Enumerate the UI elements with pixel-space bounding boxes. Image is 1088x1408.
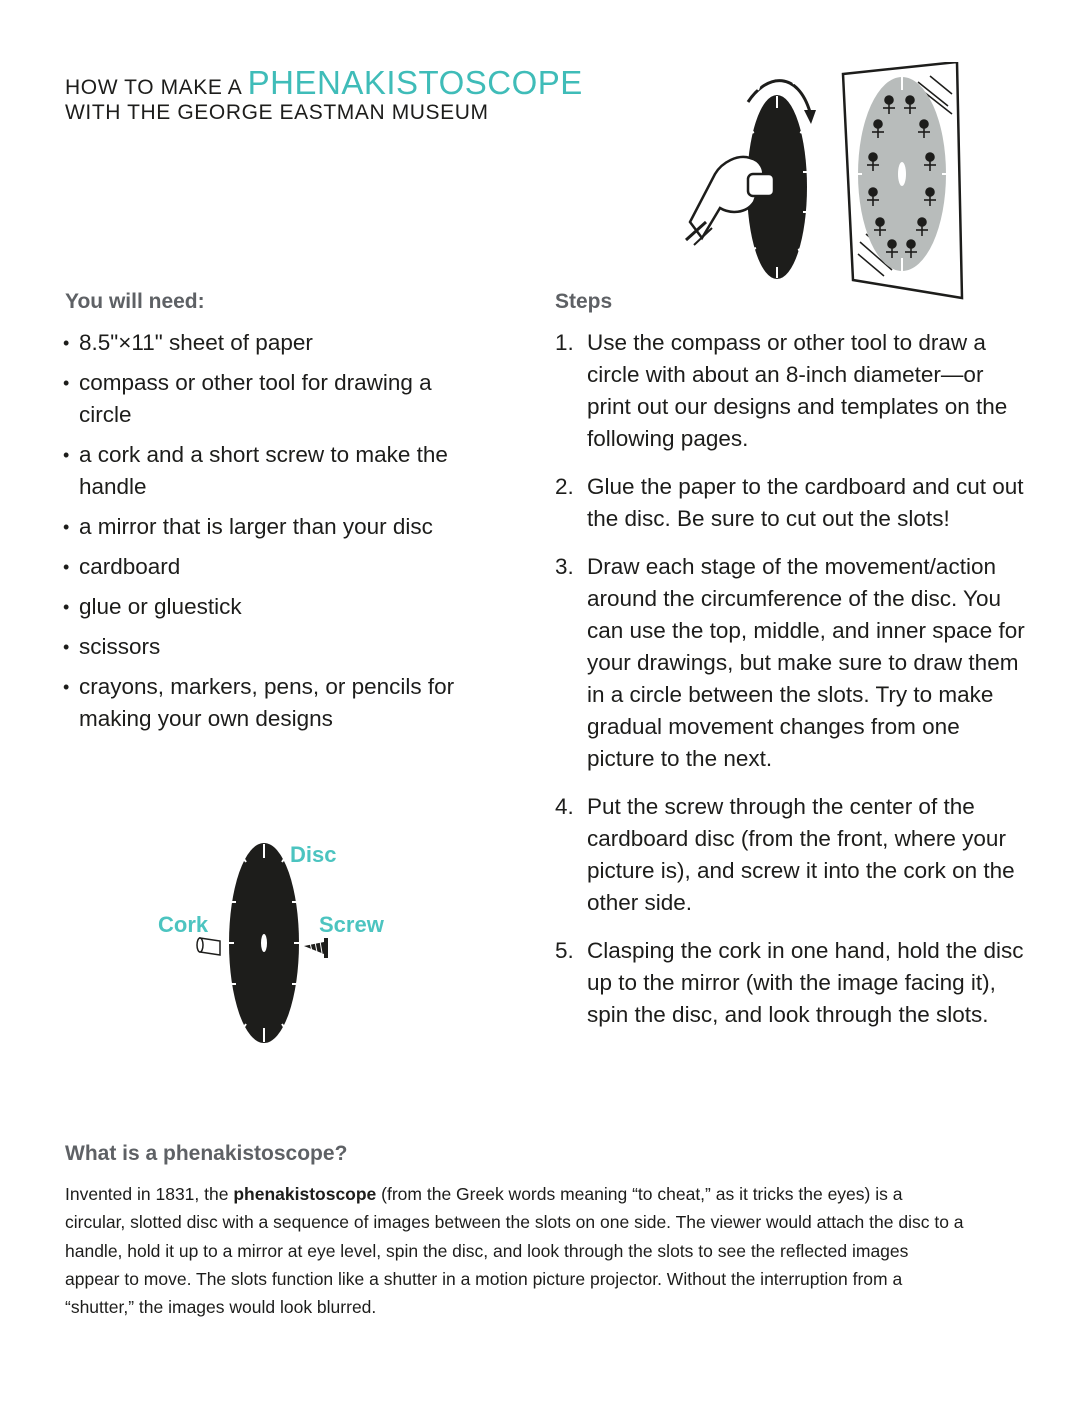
title-line-1 (65, 64, 583, 102)
cork-label: Cork (158, 912, 209, 937)
list-item: • cardboard (63, 551, 473, 583)
list-item (555, 791, 1025, 919)
about-text-after: (from the Greek words meaning “to cheat,” as it tricks the eyes) is a circular, slotted disc with a sequence of images between the slots on one side. The viewer would attach the disc to a handle, hold it up to a mirror at eye level, spin the disc, and look through the slots to see the reflected images appear to move. The slots function like a shutter in a motion picture projector. Without the interruption from a “shutter,” the images would look blurred. (65, 1184, 964, 1318)
steps-list (555, 327, 1025, 1047)
needs-heading: You will need: (65, 290, 205, 313)
screw-label: Screw (319, 912, 384, 937)
needs-list (63, 327, 473, 743)
disc-diagram (190, 842, 340, 1052)
mirror-illustration (680, 62, 980, 302)
about-heading: What is a phenakistoscope? (65, 1142, 348, 1165)
step-text: Draw each stage of the movement/action around the circumference of the disc. You can use the top, middle, and inner space for your drawings, but make sure to draw them in a circle between the slots. Try to make gradual movement changes from one picture to the next. (587, 554, 1025, 771)
list-item: • scissors (63, 631, 473, 663)
list-item (555, 935, 1025, 1031)
about-term: phenakistoscope (233, 1184, 377, 1204)
screw-icon (304, 938, 328, 958)
title-prefix: HOW TO MAKE A (65, 76, 242, 99)
step-text: Put the screw through the center of the cardboard disc (from the front, where your picture is), and screw it into the cork on the other side. (587, 794, 1015, 915)
about-paragraph (65, 1180, 965, 1321)
cork-icon (197, 938, 220, 955)
about-text-before: Invented in 1831, the (65, 1184, 234, 1204)
step-text: Clasping the cork in one hand, hold the disc up to the mirror (with the image facing it), spin the disc, and look through the slots. (587, 938, 1024, 1027)
mirror-icon (843, 62, 962, 298)
step-number: 2. (555, 474, 574, 499)
list-item: • 8.5"×11" sheet of paper (63, 327, 473, 359)
step-text: Glue the paper to the cardboard and cut out the disc. Be sure to cut out the slots! (587, 474, 1024, 531)
step-number: 5. (555, 938, 574, 963)
title-subtitle: WITH THE GEORGE EASTMAN MUSEUM (65, 101, 489, 124)
step-number: 4. (555, 794, 574, 819)
step-number: 1. (555, 330, 574, 355)
list-item (555, 327, 1025, 455)
list-item: • compass or other tool for drawing a circle (63, 367, 473, 431)
list-item (555, 551, 1025, 775)
list-item: • a cork and a short screw to make the handle (63, 439, 473, 503)
list-item: • a mirror that is larger than your disc (63, 511, 473, 543)
disc-icon (229, 843, 299, 1043)
list-item: • glue or gluestick (63, 591, 473, 623)
title-highlight: PHENAKISTOSCOPE (247, 64, 583, 101)
list-item: • crayons, markers, pens, or pencils for making your own designs (63, 671, 473, 735)
step-text: Use the compass or other tool to draw a circle with about an 8-inch diameter—or print out our designs and templates on the following pages. (587, 330, 1008, 451)
list-item (555, 471, 1025, 535)
disc-label: Disc (290, 842, 337, 867)
steps-heading: Steps (555, 290, 613, 313)
step-number: 3. (555, 554, 574, 579)
